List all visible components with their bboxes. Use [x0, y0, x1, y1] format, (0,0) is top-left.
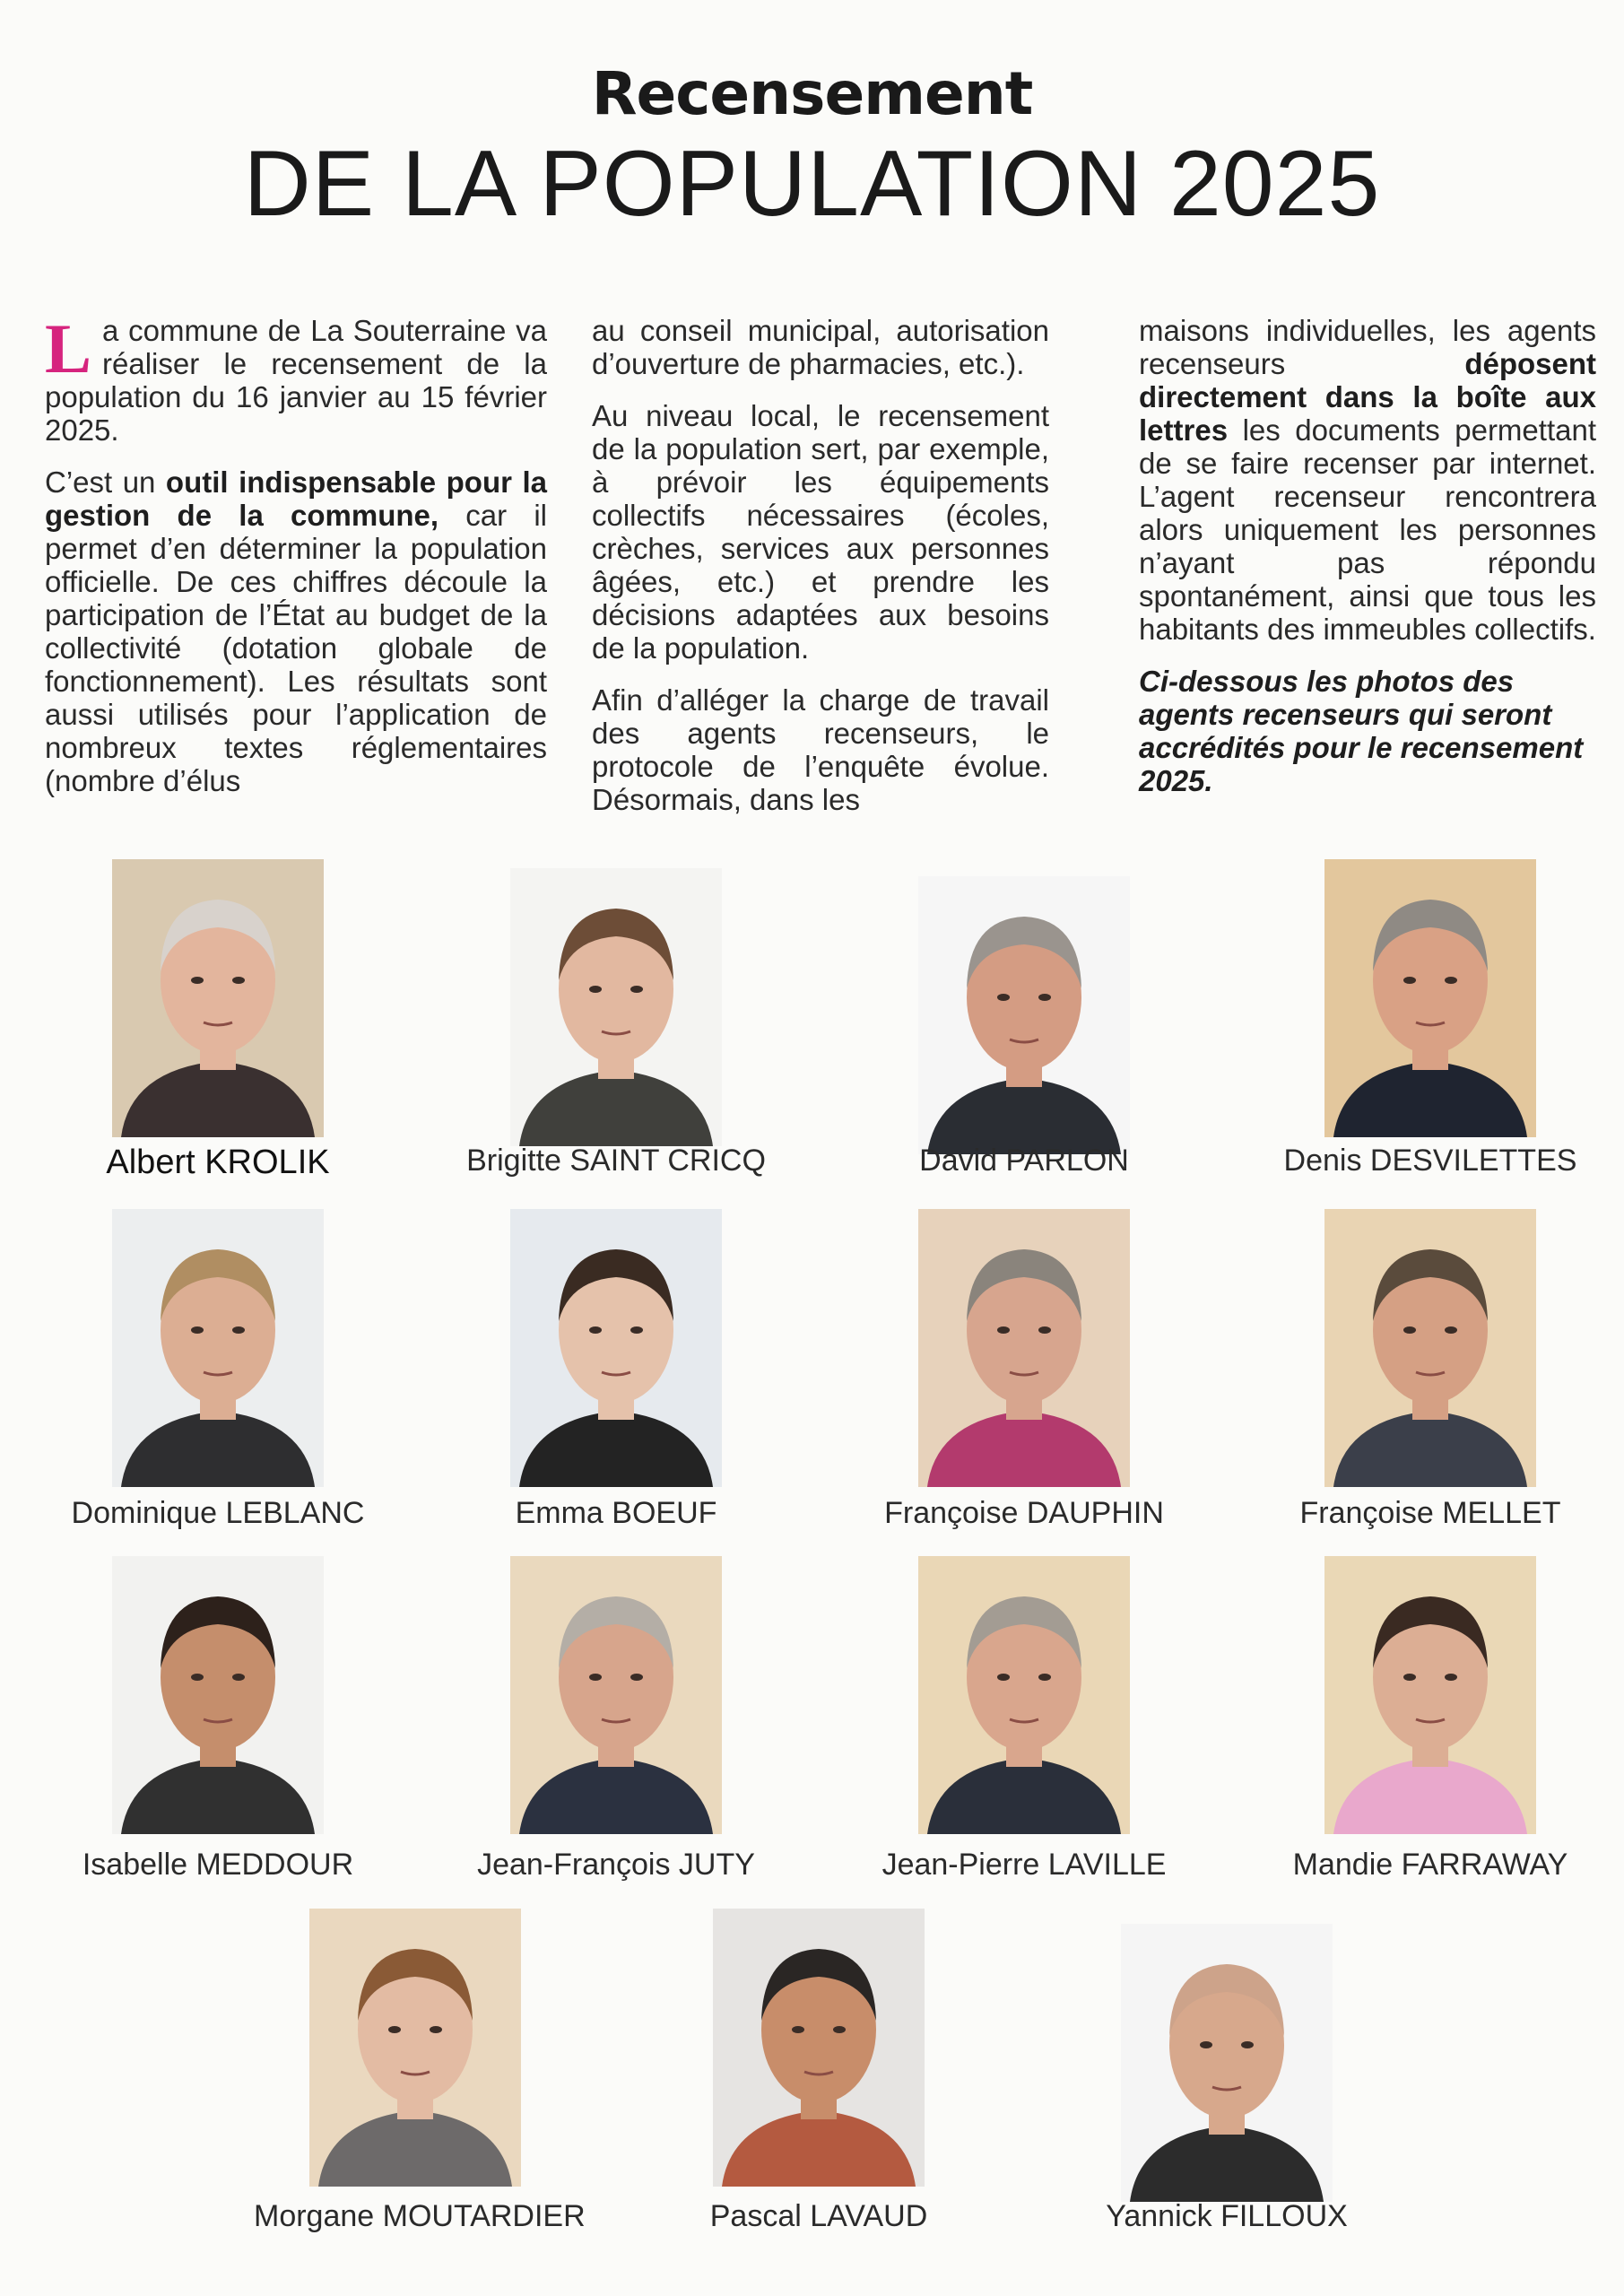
agent-name: Morgane MOUTARDIER [254, 2199, 586, 2233]
title-line-2: DE LA POPULATION 2025 [243, 132, 1381, 236]
agent-name: Jean-Pierre LAVILLE [881, 1848, 1167, 1882]
agent-photo [112, 859, 324, 1137]
paragraph-text: car il permet d’en déterminer la population officielle. De ces chiffres découle la participation de l’État au budget de la collectivité (dotation globale de fonctionnement). Les résultats sont aussi utilisés pour l’application de nombreux textes réglementaires (nombre d’élus [45, 499, 547, 797]
agent-photo [713, 1909, 925, 2187]
paragraph-text: a commune de La Souterraine va réaliser le recensement de la population du 16 janvier au 15 février 2025. [45, 314, 547, 447]
title-line-1: Recensement [591, 59, 1033, 128]
agent-name: Dominique LEBLANC [71, 1496, 365, 1530]
paragraph-text: les documents permettant de se faire recenser par internet. L’agent recenseur rencontrera alors uniquement les personnes n’ayant pas répondu spontanément, ainsi que tous les habitants des immeubles collectifs. [1139, 413, 1596, 646]
drop-cap: L [45, 309, 92, 387]
article-column-1 [45, 309, 547, 816]
agent-photo [1324, 1209, 1536, 1487]
photo-caption-intro: Ci-dessous les photos des agents recenseurs qui seront accrédités pour le recensement 2025. [1139, 665, 1584, 797]
emphasis-text: déposent directement dans la boîte aux lettres [1139, 347, 1596, 447]
agent-photo [112, 1556, 324, 1834]
agent-name: Françoise MELLET [1299, 1496, 1561, 1530]
agent-name: Emma BOEUF [515, 1496, 717, 1530]
paragraph: au conseil municipal, autorisation d’ouverture de pharmacies, etc.). [592, 314, 1049, 380]
paragraph: Afin d’alléger la charge de travail des agents recenseurs, le protocole de l’enquête évolue. Désormais, dans les [592, 683, 1049, 816]
agent-photo [1324, 1556, 1536, 1834]
agent-name: Albert KROLIK [106, 1144, 330, 1181]
agent-name: Mandie FARRAWAY [1292, 1848, 1568, 1882]
agent-photo [1324, 859, 1536, 1137]
paragraph-text: maisons individuelles, les agents recenseurs [1139, 314, 1596, 380]
agent-photo [918, 1209, 1130, 1487]
agent-name: Denis DESVILETTES [1283, 1144, 1577, 1178]
paragraph [45, 465, 547, 797]
agent-photo [112, 1209, 324, 1487]
paragraph: Au niveau local, le recensement de la population sert, par exemple, à prévoir les équipements collectifs nécessaires (écoles, crèches, services aux personnes âgées, etc.) et prendre les décisions adaptées aux besoins de la population. [592, 399, 1049, 665]
article-column-3 [1139, 314, 1596, 816]
agent-name: Brigitte SAINT CRICQ [466, 1144, 766, 1178]
agent-photo [918, 876, 1130, 1154]
agent-photo [1121, 1924, 1333, 2202]
agent-photo [510, 1556, 722, 1834]
agent-photo [510, 1209, 722, 1487]
agent-photo [918, 1556, 1130, 1834]
agent-name: Isabelle MEDDOUR [82, 1848, 354, 1882]
article-column-2 [592, 314, 1049, 835]
paragraph-text: C’est un [45, 465, 166, 499]
paragraph [45, 309, 547, 447]
agent-name: Jean-François JUTY [477, 1848, 755, 1882]
agent-name: Pascal LAVAUD [709, 2199, 928, 2233]
emphasis-text: outil indispensable pour la gestion de la commune, [45, 465, 547, 532]
agent-photo [510, 868, 722, 1146]
agent-photo [309, 1909, 521, 2187]
agent-name: Françoise DAUPHIN [884, 1496, 1164, 1530]
agent-name: Yannick FILLOUX [1106, 2199, 1348, 2233]
agent-name: David PARLON [919, 1144, 1129, 1178]
paragraph [1139, 314, 1596, 646]
